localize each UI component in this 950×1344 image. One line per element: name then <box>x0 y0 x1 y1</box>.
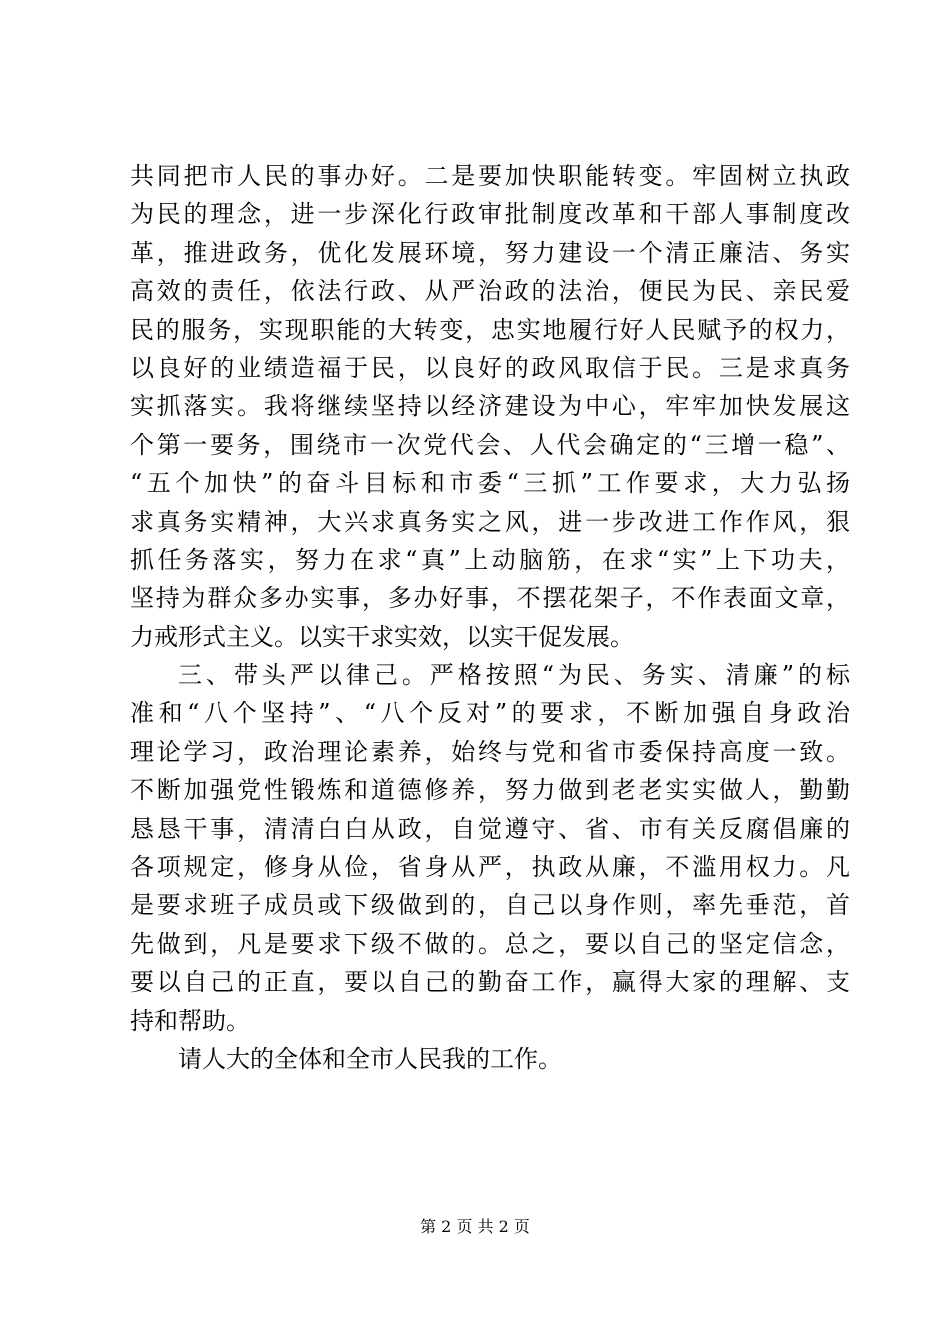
text-line: 以良好的业绩造福于民，以良好的政风取信于民。三是求真务 <box>130 353 850 382</box>
text-line: 民的服务，实现职能的大转变，忠实地履行好人民赋予的权力， <box>130 315 850 344</box>
text-line: 不断加强党性锻炼和道德修养，努力做到老老实实做人，勤勤 <box>130 776 850 805</box>
text-line: 共同把市人民的事办好。二是要加快职能转变。牢固树立执政 <box>130 162 850 190</box>
text-line: 准和“八个坚持”、“八个反对”的要求，不断加强自身政治 <box>130 699 850 728</box>
paragraph-start-line: 三、带头严以律己。严格按照“为民、务实、清廉”的标 <box>178 661 850 690</box>
text-line: 先做到，凡是要求下级不做的。总之，要以自己的坚定信念， <box>130 929 850 958</box>
text-line: 求真务实精神，大兴求真务实之风，进一步改进工作作风，狠 <box>130 507 850 536</box>
text-line: 革，推进政务，优化发展环境，努力建设一个清正廉洁、务实 <box>130 238 850 267</box>
text-line: 力戒形式主义。以实干求实效，以实干促发展。 <box>130 622 634 651</box>
paragraph-start-line: 请人大的全体和全市人民我的工作。 <box>178 1044 562 1073</box>
text-line: 持和帮助。 <box>130 1006 250 1035</box>
text-line: 高效的责任，依法行政、从严治政的法治，便民为民、亲民爱 <box>130 277 850 306</box>
text-line: 恳恳干事，清清白白从政，自觉遵守、省、市有关反腐倡廉的 <box>130 814 850 843</box>
text-line: 坚持为群众多办实事，多办好事，不摆花架子，不作表面文章， <box>130 584 850 613</box>
text-line: 实抓落实。我将继续坚持以经济建设为中心，牢牢加快发展这 <box>130 392 850 421</box>
text-line: 理论学习，政治理论素养，始终与党和省市委保持高度一致。 <box>130 737 850 766</box>
text-line: 各项规定，修身从俭，省身从严，执政从廉，不滥用权力。凡 <box>130 853 850 882</box>
text-line: “五个加快”的奋斗目标和市委“三抓”工作要求，大力弘扬 <box>130 469 850 498</box>
text-line: 要以自己的正直，要以自己的勤奋工作，赢得大家的理解、支 <box>130 968 850 997</box>
body-text <box>130 157 850 1078</box>
text-line: 抓任务落实，努力在求“真”上动脑筋，在求“实”上下功夫， <box>130 545 850 574</box>
text-line: 是要求班子成员或下级做到的，自己以身作则，率先垂范，首 <box>130 891 850 920</box>
page-footer: 第 2 页 共 2 页 <box>420 1217 530 1236</box>
text-line: 为民的理念，进一步深化行政审批制度改革和干部人事制度改 <box>130 200 850 229</box>
text-line: 个第一要务，围绕市一次党代会、人代会确定的“三增一稳”、 <box>130 430 850 459</box>
